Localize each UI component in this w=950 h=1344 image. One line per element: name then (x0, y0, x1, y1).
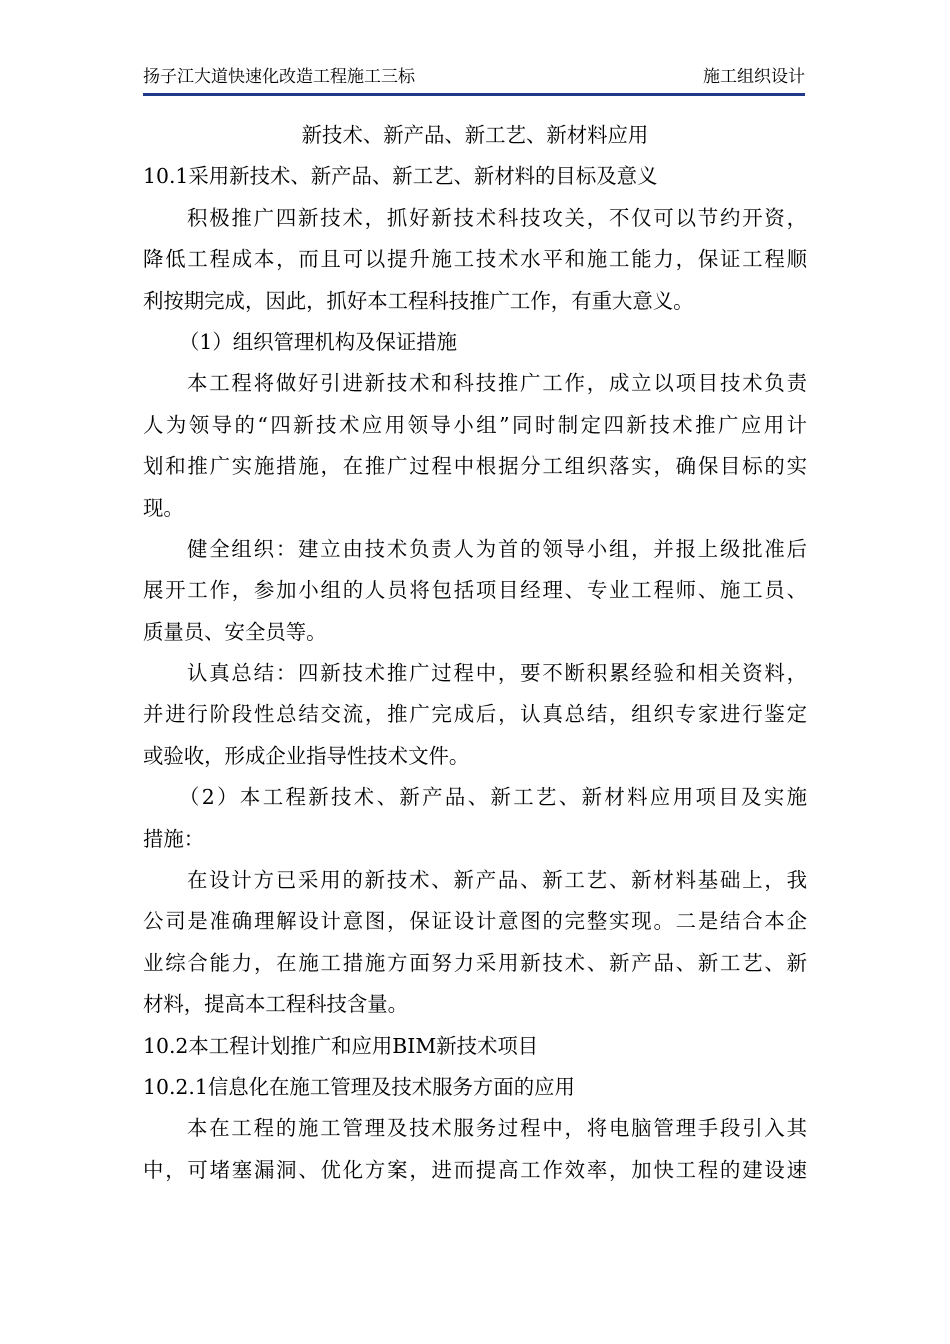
paragraph-line: 积极推广四新技术，抓好新技术科技攻关，不仅可以节约开资， (187, 205, 807, 230)
header-project-name: 扬子江大道快速化改造工程施工三标 (143, 67, 415, 87)
paragraph-line: 公司是准确理解设计意图，保证设计意图的完整实现。二是结合本企 (143, 909, 807, 934)
heading-10-2: 10.2本工程计划推广和应用BIM新技术项目 (143, 1033, 539, 1058)
section-title: 新技术、新产品、新工艺、新材料应用 (301, 123, 649, 147)
header-document-type: 施工组织设计 (703, 67, 805, 87)
document-body (143, 115, 807, 1191)
paragraph-line: 或验收，形成企业指导性技术文件。 (143, 743, 470, 768)
paragraph-line: 划和推广实施措施，在推广过程中根据分工组织落实，确保目标的实 (143, 454, 807, 479)
paragraph-line: 本在工程的施工管理及技术服务过程中，将电脑管理手段引入其 (187, 1116, 807, 1141)
paragraph-line: 认真总结：四新技术推广过程中，要不断积累经验和相关资料， (187, 661, 807, 686)
paragraph-line: 健全组织：建立由技术负责人为首的领导小组，并报上级批准后 (187, 536, 807, 561)
paragraph-line: 利按期完成，因此，抓好本工程科技推广工作，有重大意义。 (143, 288, 694, 313)
paragraph-line: 质量员、安全员等。 (143, 619, 327, 644)
page-header (143, 64, 805, 92)
paragraph-line: 人为领导的“四新技术应用领导小组”同时制定四新技术推广应用计 (143, 412, 807, 437)
paragraph-line: 本工程将做好引进新技术和科技推广工作，成立以项目技术负责 (187, 371, 807, 396)
paragraph-line: 业综合能力，在施工措施方面努力采用新技术、新产品、新工艺、新 (143, 950, 807, 975)
heading-10-1: 10.1采用新技术、新产品、新工艺、新材料的目标及意义 (143, 164, 658, 189)
paragraph-line: 材料，提高本工程科技含量。 (143, 992, 409, 1017)
paragraph-line: 在设计方已采用的新技术、新产品、新工艺、新材料基础上，我 (187, 868, 807, 893)
subheading-1: （1）组织管理机构及保证措施 (179, 329, 458, 354)
heading-10-2-1: 10.2.1信息化在施工管理及技术服务方面的应用 (143, 1074, 575, 1099)
subheading-2-continued: 措施： (143, 826, 205, 851)
header-rule (143, 93, 805, 96)
paragraph-line: 现。 (143, 495, 184, 520)
paragraph-line: 展开工作，参加小组的人员将包括项目经理、专业工程师、施工员、 (143, 578, 807, 603)
subheading-2: （2）本工程新技术、新产品、新工艺、新材料应用项目及实施 (179, 785, 807, 810)
paragraph-line: 降低工程成本，而且可以提升施工技术水平和施工能力，保证工程顺 (143, 247, 807, 272)
paragraph-line: 并进行阶段性总结交流，推广完成后，认真总结，组织专家进行鉴定 (143, 702, 807, 727)
paragraph-line: 中，可堵塞漏洞、优化方案，进而提高工作效率，加快工程的建设速 (143, 1157, 807, 1182)
